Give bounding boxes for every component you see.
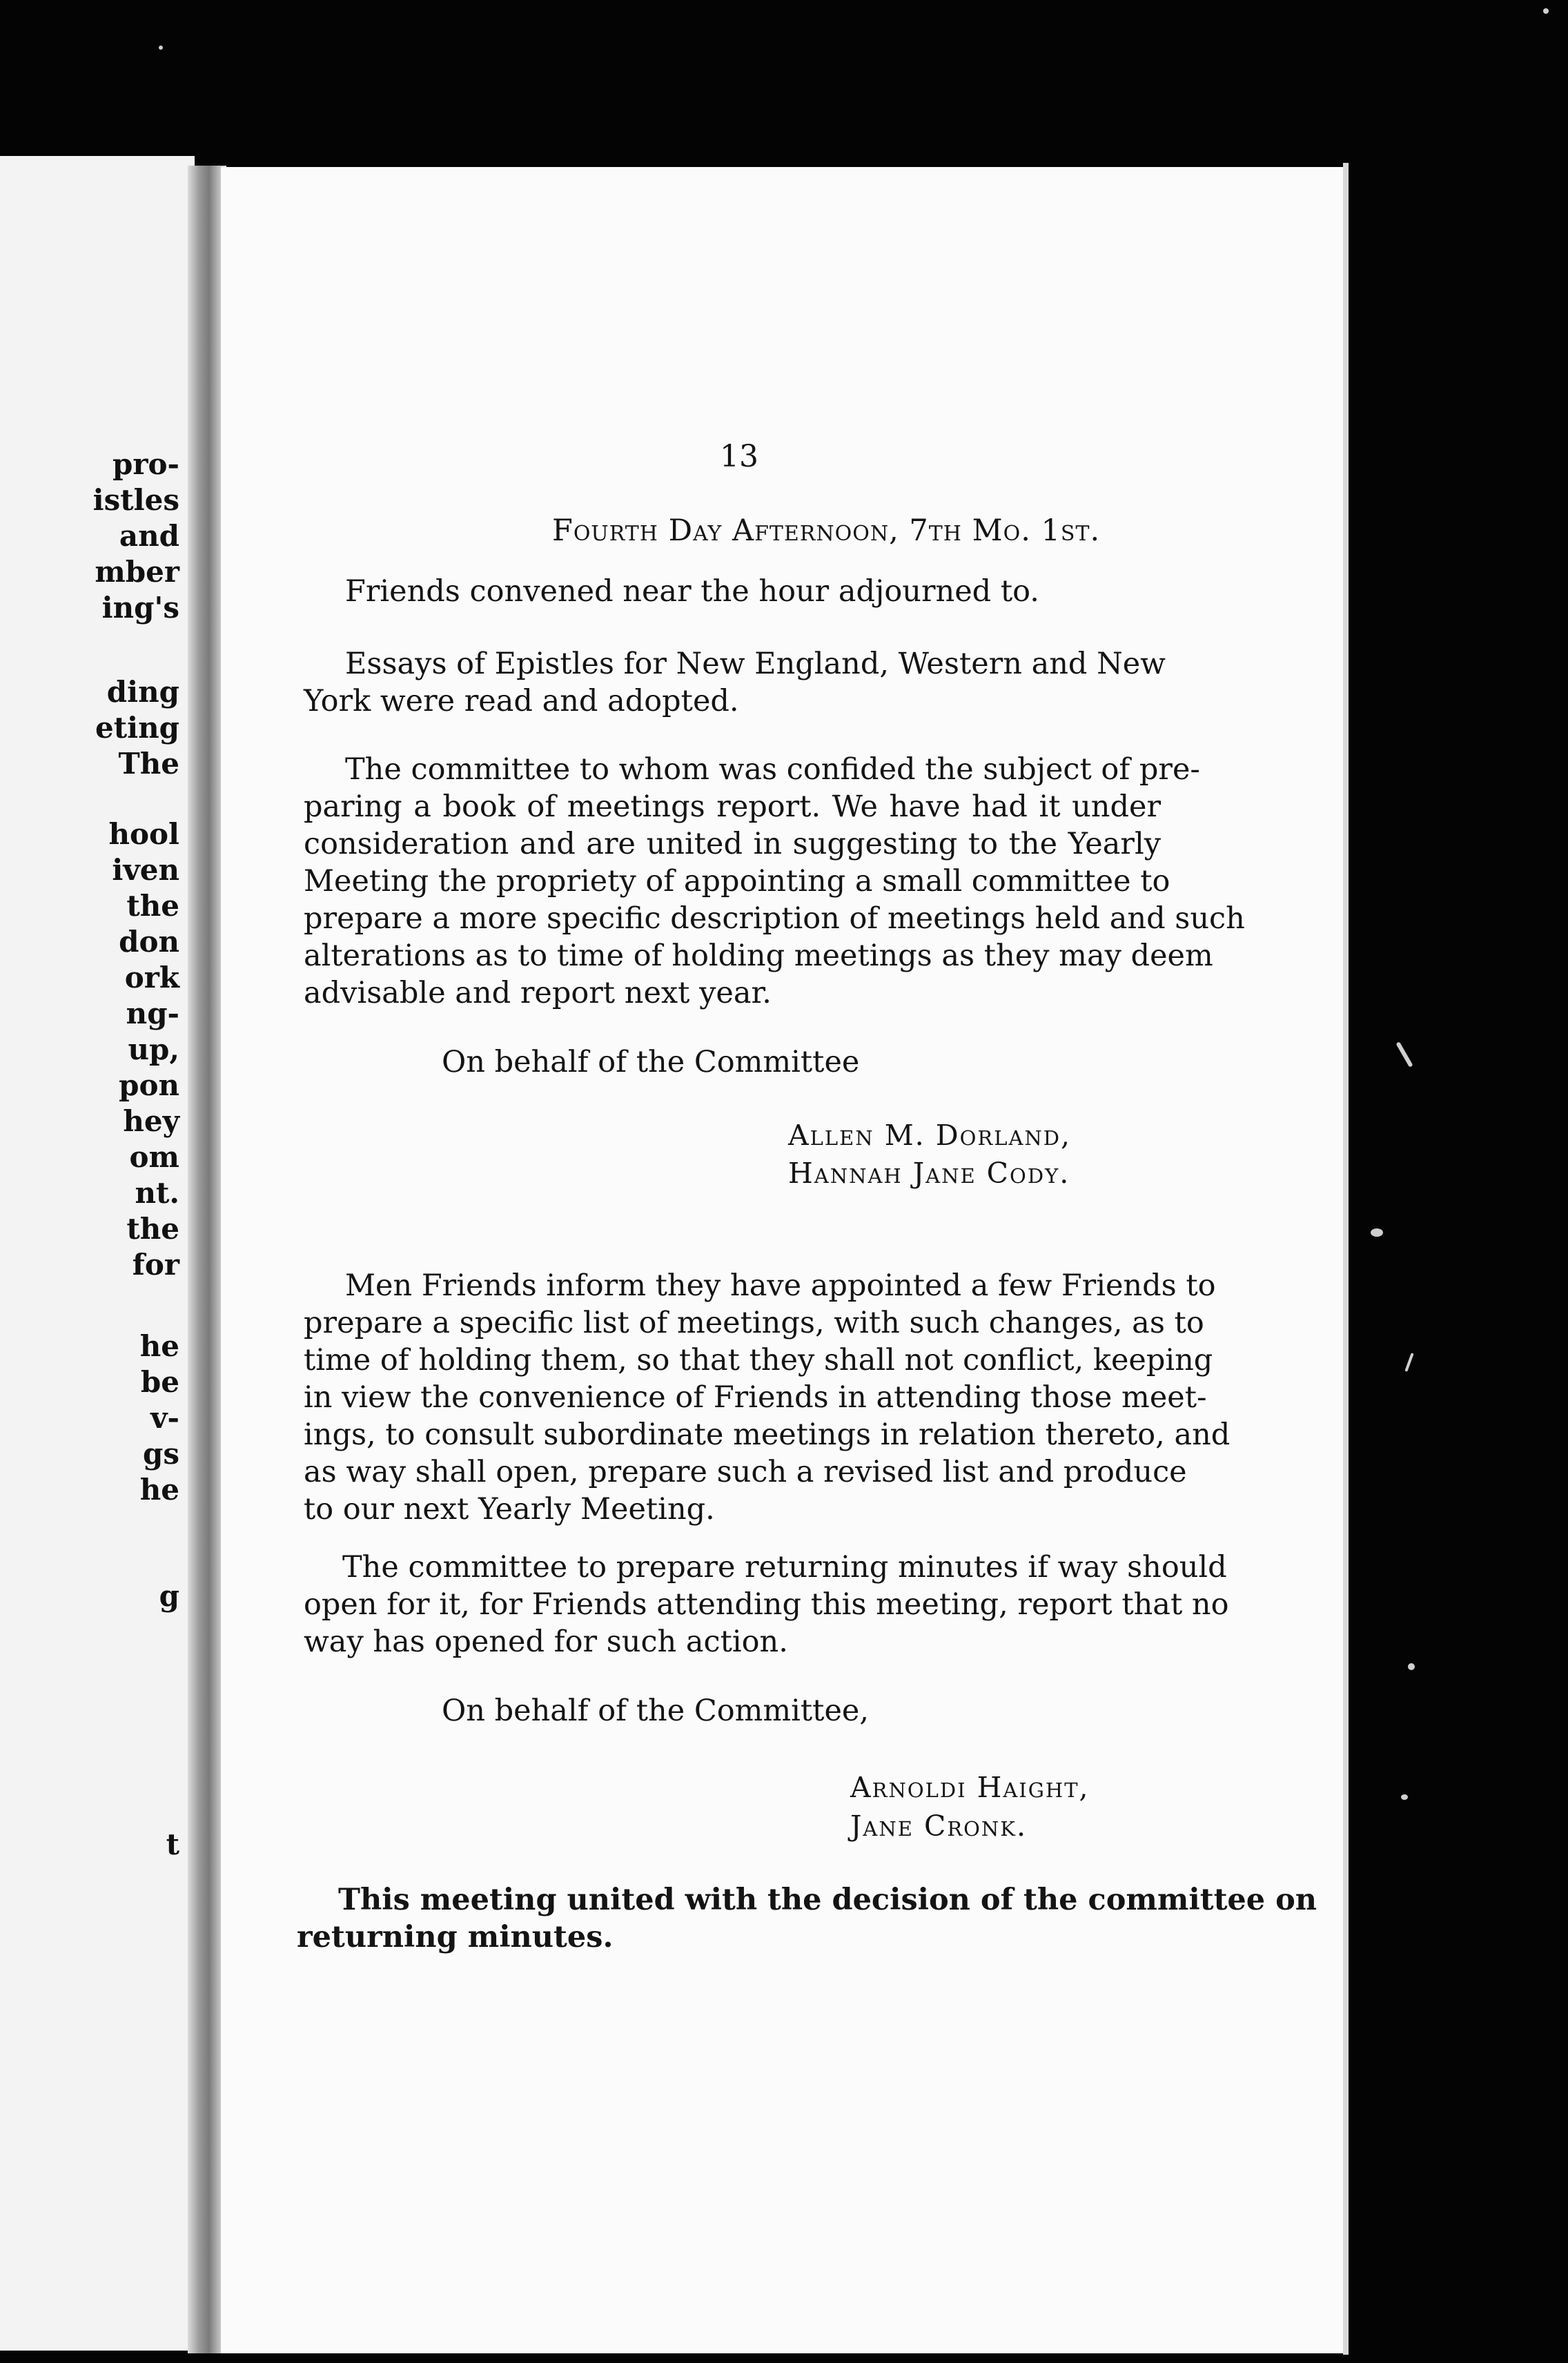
signer-name: Arnoldi Haight, [850, 1771, 1090, 1804]
text-line: The committee to prepare returning minutes if way should [342, 1550, 1227, 1585]
paragraph-friends-convened: Friends convened near the hour adjourned to. [345, 574, 1039, 609]
left-fragment: hey [123, 1104, 179, 1138]
dust-speck [1371, 1228, 1383, 1237]
text-line: prepare a more specific description of meetings held and such [304, 901, 1245, 936]
book-page-13 [221, 167, 1343, 2353]
paragraph-returning-minutes [304, 1549, 1229, 1660]
signer-name: Allen M. Dorland, [788, 1119, 1072, 1152]
left-fragment: for [132, 1248, 179, 1282]
on-behalf-line: On behalf of the Committee, [442, 1694, 870, 1728]
left-fragment: t [166, 1827, 179, 1861]
left-fragment: v- [150, 1401, 179, 1435]
dust-speck [1401, 1794, 1408, 1800]
paragraph-essays-of-epistles [304, 645, 1166, 720]
dust-speck [1543, 8, 1549, 14]
text-line: Men Friends inform they have appointed a few Friends to [345, 1268, 1216, 1303]
left-fragment: pro- [112, 447, 179, 481]
left-fragment: eting [95, 711, 179, 745]
text-line: prepare a specific list of meetings, with such changes, as to [304, 1306, 1204, 1340]
page-edge [1343, 163, 1349, 2355]
dust-speck [1395, 1041, 1413, 1068]
text-line: paring a book of meetings report. We have had it under [304, 790, 1161, 824]
left-fragment: iven [112, 853, 179, 887]
text-line: York were read and adopted. [304, 684, 739, 718]
dust-speck [1408, 1663, 1415, 1670]
text-line: This meeting united with the decision of the committee on [338, 1883, 1317, 1917]
left-fragment: ing's [101, 591, 179, 625]
left-fragment: the [126, 889, 179, 923]
left-fragment: hool [108, 817, 179, 851]
text-line: ings, to consult subordinate meetings in relation thereto, and [304, 1418, 1231, 1452]
left-fragment: nt. [135, 1176, 179, 1210]
text-line: Essays of Epistles for New England, Western and New [345, 647, 1166, 681]
paragraph-meeting-united [297, 1881, 1317, 1956]
text-line: alterations as to time of holding meetings as they may deem [304, 939, 1213, 973]
text-line: open for it, for Friends attending this meeting, report that no [304, 1587, 1229, 1622]
left-fragment: be [140, 1365, 179, 1399]
dust-speck [1404, 1353, 1413, 1372]
left-fragment: up, [128, 1032, 179, 1066]
session-heading: Fourth Day Afternoon, 7th Mo. 1st. [552, 513, 1101, 548]
signer-name: Jane Cronk. [850, 1810, 1028, 1843]
text-line: time of holding them, so that they shall not conflict, keeping [304, 1343, 1213, 1377]
left-fragment: ding [106, 675, 179, 709]
left-fragment: he [139, 1473, 179, 1507]
left-fragment: and [119, 519, 179, 553]
left-fragment: the [126, 1212, 179, 1246]
left-fragment: g [159, 1579, 179, 1613]
paragraph-men-friends-inform [304, 1267, 1231, 1528]
left-fragment: ng- [126, 997, 179, 1030]
signer-name: Hannah Jane Cody. [788, 1157, 1070, 1190]
text-line: way has opened for such action. [304, 1625, 788, 1659]
on-behalf-line: On behalf of the Committee [442, 1045, 860, 1079]
text-line: to our next Yearly Meeting. [304, 1492, 715, 1527]
paragraph-committee-book-of-meetings [304, 751, 1245, 1012]
left-fragment: mber [95, 555, 179, 589]
text-line: The committee to whom was confided the subject of pre- [345, 752, 1200, 787]
left-fragment: ork [124, 961, 179, 994]
left-fragment: istles [92, 483, 179, 517]
text-line: returning minutes. [297, 1920, 614, 1954]
left-fragment: gs [142, 1437, 179, 1471]
left-fragment: The [118, 747, 179, 781]
text-line: consideration and are united in suggesting to the Yearly [304, 827, 1161, 861]
page-number: 13 [720, 439, 758, 474]
left-fragment: om [129, 1140, 179, 1174]
text-line: Meeting the propriety of appointing a small committee to [304, 864, 1170, 899]
left-fragment: pon [119, 1068, 179, 1102]
text-line: advisable and report next year. [304, 976, 772, 1010]
dust-speck [159, 46, 163, 50]
text-line: as way shall open, prepare such a revised list and produce [304, 1455, 1187, 1489]
text-line: in view the convenience of Friends in attending those meet- [304, 1380, 1207, 1415]
left-fragment: he [139, 1329, 179, 1363]
left-facing-page [0, 156, 195, 2351]
left-fragment: don [119, 925, 179, 959]
